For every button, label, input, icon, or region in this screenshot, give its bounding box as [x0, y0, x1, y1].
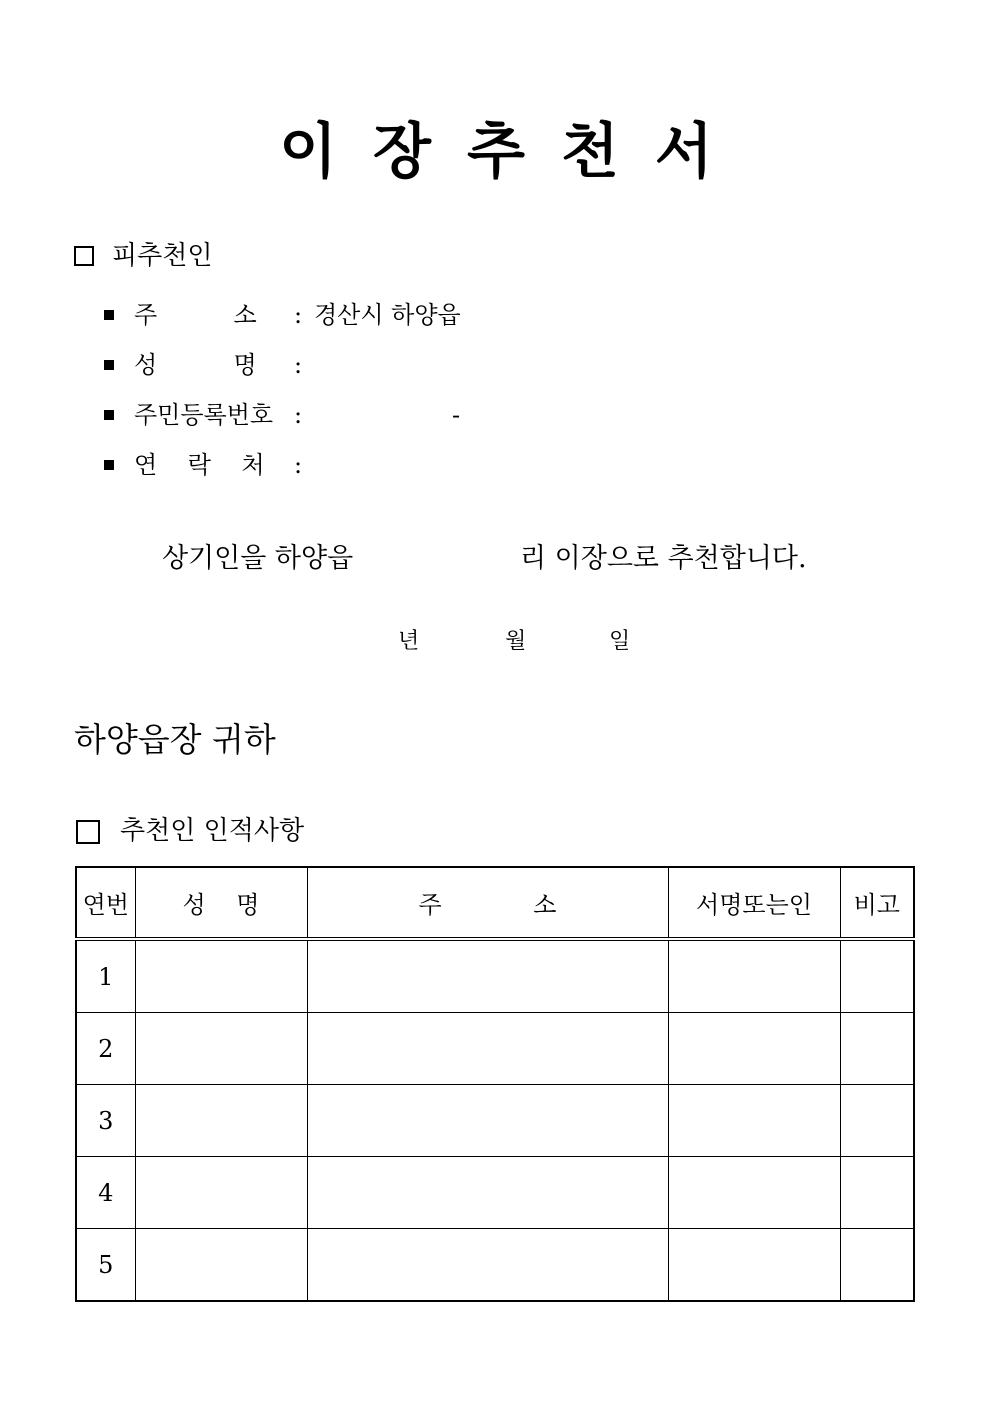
bullet-icon: [104, 360, 114, 370]
date-month-label: 월: [505, 629, 527, 654]
cell-remarks[interactable]: [840, 1229, 914, 1302]
statement-prefix: 상기인을 하양읍: [162, 543, 354, 574]
recommenders-table: [75, 866, 915, 1302]
table-row: [76, 939, 914, 1013]
cell-address[interactable]: [307, 1085, 668, 1157]
field-label-contact: 연 락 처: [134, 451, 265, 479]
recommenders-section-heading: 추천인 인적사항: [120, 816, 305, 846]
column-header-remarks: 비고: [840, 867, 914, 939]
statement-suffix: 리 이장으로 추천합니다.: [520, 543, 807, 574]
field-colon: :: [294, 301, 303, 329]
field-label-name: 성 명: [134, 351, 257, 379]
cell-name[interactable]: [135, 1085, 307, 1157]
row-number: 3: [76, 1085, 135, 1157]
column-header-number: 연번: [76, 867, 135, 939]
table-row: [76, 1229, 914, 1302]
nominee-section-heading: 피추천인: [112, 241, 213, 271]
table-row: [76, 1085, 914, 1157]
addressee: 하양읍장 귀하: [74, 720, 276, 759]
field-value-address[interactable]: 경산시 하양읍: [314, 301, 461, 329]
table-header-row: [76, 867, 914, 939]
cell-name[interactable]: [135, 939, 307, 1013]
row-number: 1: [76, 939, 135, 1013]
cell-name[interactable]: [135, 1013, 307, 1085]
cell-address[interactable]: [307, 1229, 668, 1302]
cell-name[interactable]: [135, 1157, 307, 1229]
cell-name[interactable]: [135, 1229, 307, 1302]
row-number: 5: [76, 1229, 135, 1302]
row-number: 2: [76, 1013, 135, 1085]
field-value-resident-number[interactable]: -: [452, 401, 461, 429]
column-header-signature: 서명또는인: [668, 867, 840, 939]
cell-address[interactable]: [307, 939, 668, 1013]
field-label-address: 주 소: [134, 301, 257, 329]
cell-signature[interactable]: [668, 1013, 840, 1085]
field-label-resident-number: 주민등록번호: [134, 401, 274, 429]
table-row: [76, 1013, 914, 1085]
cell-address[interactable]: [307, 1013, 668, 1085]
date-day-label: 일: [609, 629, 631, 654]
cell-remarks[interactable]: [840, 1085, 914, 1157]
cell-signature[interactable]: [668, 1157, 840, 1229]
row-number: 4: [76, 1157, 135, 1229]
bullet-icon: [104, 410, 114, 420]
bullet-icon: [104, 310, 114, 320]
recommenders-section-checkbox[interactable]: [76, 820, 100, 844]
field-colon: :: [294, 401, 303, 429]
column-header-address: 주 소: [307, 867, 668, 939]
cell-remarks[interactable]: [840, 1013, 914, 1085]
column-header-name: 성 명: [135, 867, 307, 939]
field-colon: :: [294, 451, 303, 479]
cell-signature[interactable]: [668, 1229, 840, 1302]
bullet-icon: [104, 460, 114, 470]
cell-remarks[interactable]: [840, 939, 914, 1013]
cell-signature[interactable]: [668, 939, 840, 1013]
cell-address[interactable]: [307, 1157, 668, 1229]
document-title: 이장추천서: [279, 117, 749, 187]
cell-remarks[interactable]: [840, 1157, 914, 1229]
nominee-section-checkbox[interactable]: [74, 246, 94, 266]
cell-signature[interactable]: [668, 1085, 840, 1157]
date-year-label: 년: [398, 629, 420, 654]
table-row: [76, 1157, 914, 1229]
field-colon: :: [294, 351, 303, 379]
